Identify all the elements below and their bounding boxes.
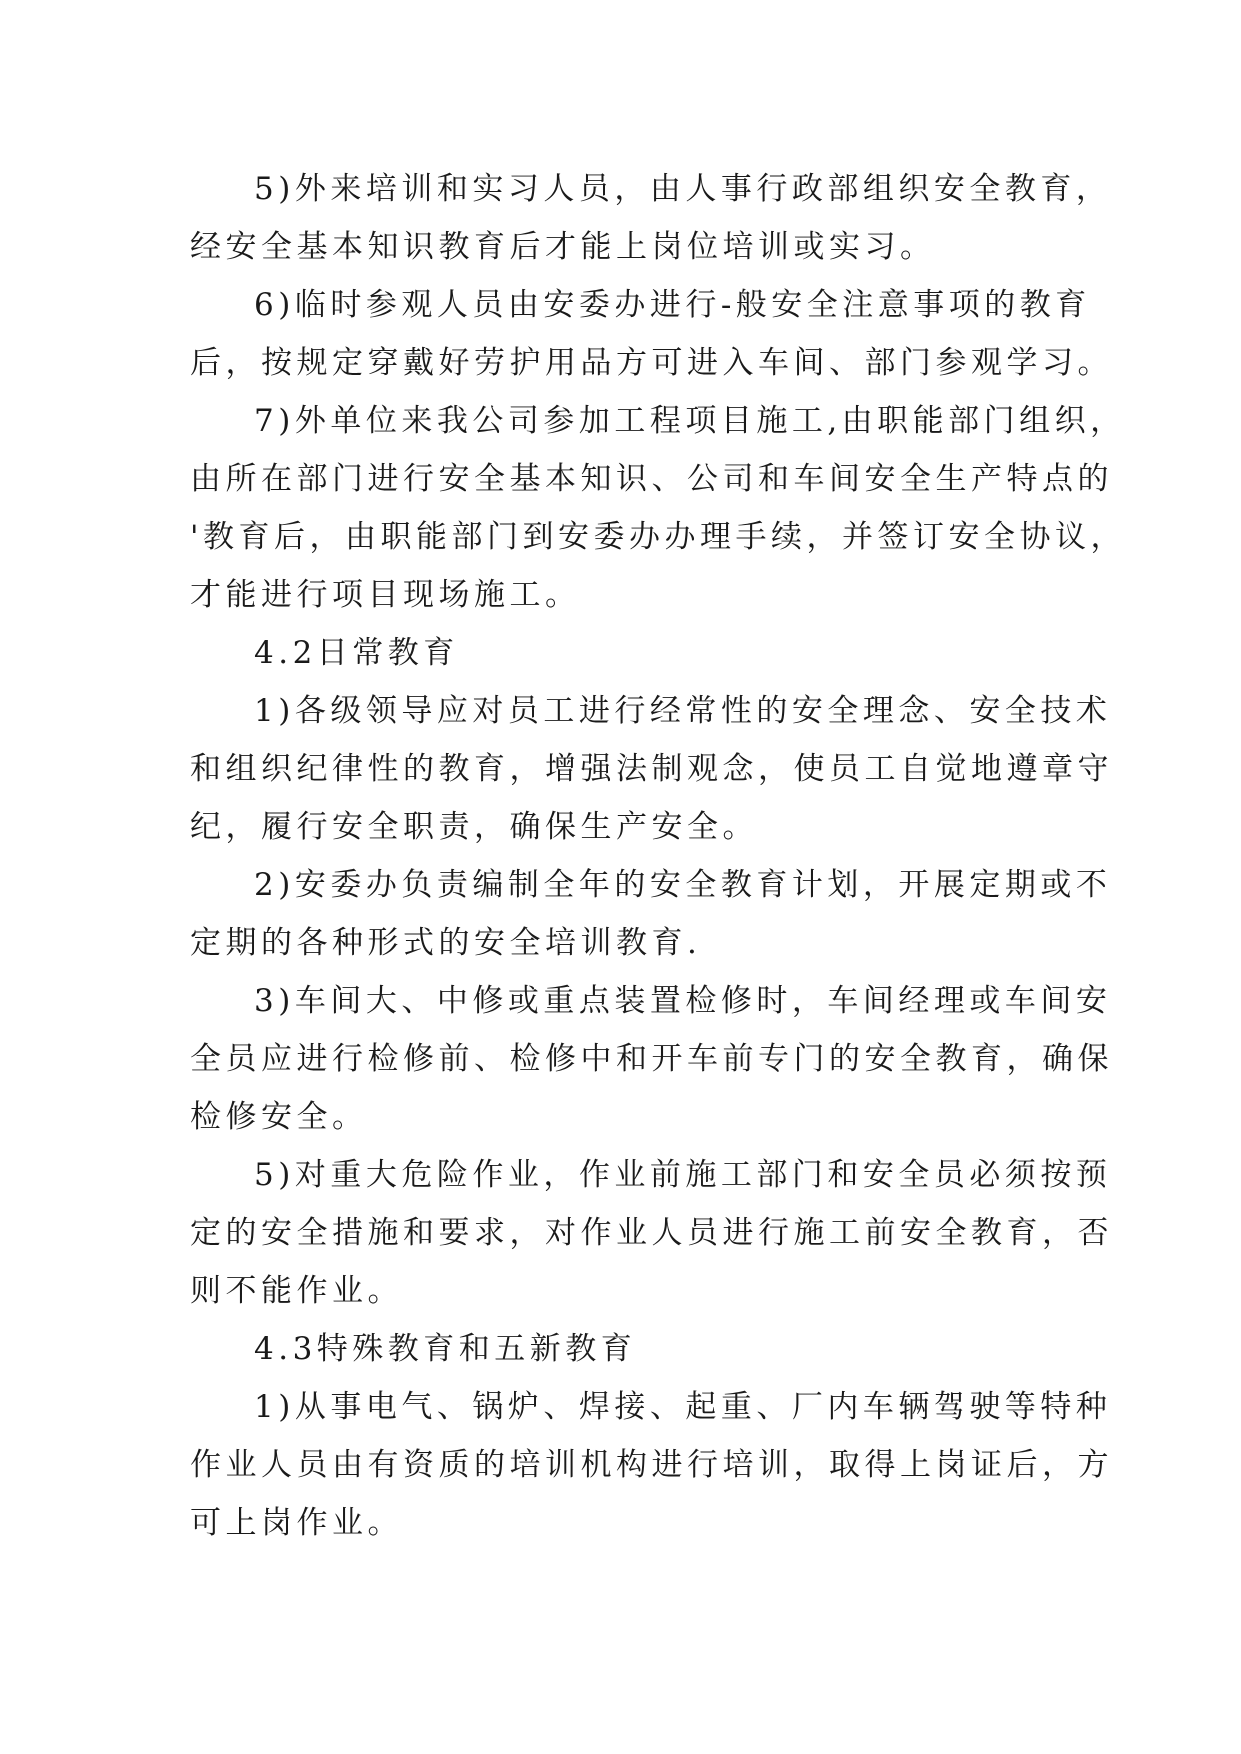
text-line: 则不能作业。 — [190, 1273, 403, 1309]
text-line: 检修安全。 — [190, 1099, 368, 1135]
text-line: 1)各级领导应对员工进行经常性的安全理念、安全技术 — [254, 693, 1112, 729]
text-line: 经安全基本知识教育后才能上岗位培训或实习。 — [190, 229, 936, 265]
section-heading: 4.3特殊教育和五新教育 — [254, 1331, 637, 1367]
text-line: 纪，履行安全职责，确保生产安全。 — [190, 809, 758, 845]
text-line: 5)外来培训和实习人员，由人事行政部组织安全教育， — [254, 171, 1112, 207]
text-line: 由所在部门进行安全基本知识、公司和车间安全生产特点的 — [190, 461, 1113, 497]
text-line: 和组织纪律性的教育，增强法制观念，使员工自觉地遵章守 — [190, 751, 1113, 787]
text-line: '教育后，由职能部门到安委办办理手续，并签订安全协议， — [190, 519, 1127, 555]
text-line: 可上岗作业。 — [190, 1505, 403, 1541]
text-line: 定期的各种形式的安全培训教育. — [190, 925, 702, 961]
text-line: 5)对重大危险作业，作业前施工部门和安全员必须按预 — [254, 1157, 1112, 1193]
section-heading: 4.2日常教育 — [254, 635, 459, 671]
text-line: 作业人员由有资质的培训机构进行培训，取得上岗证后，方 — [190, 1447, 1113, 1483]
text-line: 3)车间大、中修或重点装置检修时，车间经理或车间安 — [254, 983, 1112, 1019]
document-body — [190, 160, 1127, 1552]
text-line: 7)外单位来我公司参加工程项目施工,由职能部门组织， — [254, 403, 1126, 439]
text-line: 2)安委办负责编制全年的安全教育计划，开展定期或不 — [254, 867, 1112, 903]
text-line: 6)临时参观人员由安委办进行-般安全注意事项的教育 — [254, 287, 1091, 323]
text-line: 后，按规定穿戴好劳护用品方可进入车间、部门参观学习。 — [190, 345, 1113, 381]
text-line: 1)从事电气、锅炉、焊接、起重、厂内车辆驾驶等特种 — [254, 1389, 1112, 1425]
text-line: 定的安全措施和要求，对作业人员进行施工前安全教育，否 — [190, 1215, 1113, 1251]
text-line: 才能进行项目现场施工。 — [190, 577, 581, 613]
text-line: 全员应进行检修前、检修中和开车前专门的安全教育，确保 — [190, 1041, 1113, 1077]
